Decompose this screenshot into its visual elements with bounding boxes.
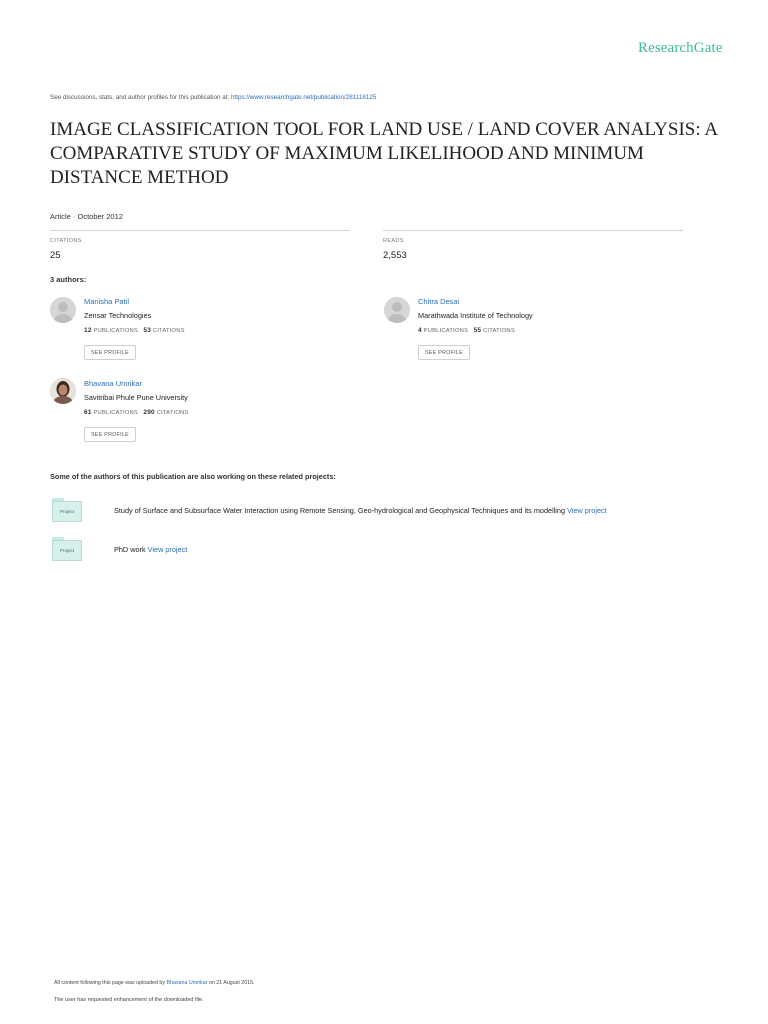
publication-title: IMAGE CLASSIFICATION TOOL FOR LAND USE / LAND COVER ANALYSIS: A COMPARATIVE STUDY OF MAXIMUM LIKELIHOOD AND MINIMUM DISTANCE METHOD: [50, 119, 718, 188]
publications-label: PUBLICATIONS: [423, 328, 469, 334]
avatar-placeholder-icon[interactable]: [50, 297, 76, 323]
project-item: [114, 506, 607, 515]
author-stats: [84, 409, 189, 416]
view-project-link[interactable]: View project: [147, 545, 188, 554]
publication-count: 61: [84, 409, 92, 416]
reads-divider: [383, 230, 683, 231]
project-folder-icon[interactable]: [52, 537, 82, 561]
citations-label: CITATIONS: [152, 328, 185, 334]
author-institution: Marathwada Institute of Technology: [418, 311, 533, 320]
citation-count: 290: [143, 409, 155, 416]
reads-label: READS: [383, 238, 404, 244]
author-stats: [418, 327, 515, 334]
publication-count: 12: [84, 327, 92, 334]
citation-count: 53: [143, 327, 152, 334]
citations-value: 25: [50, 250, 61, 261]
citations-divider: [50, 230, 350, 231]
project-title: Study of Surface and Subsurface Water Interaction using Remote Sensing, Geo-hydrological and Geophysical Techniques and its modelling: [114, 506, 568, 515]
see-profile-button[interactable]: SEE PROFILE: [84, 345, 136, 360]
reads-value: 2,553: [383, 250, 407, 261]
uploader-link[interactable]: Bhavana Umrikar: [166, 980, 208, 986]
upload-suffix: on 21 August 2015.: [207, 980, 255, 986]
publications-label: PUBLICATIONS: [93, 410, 138, 416]
citations-label: CITATIONS: [50, 238, 82, 244]
see-profile-button[interactable]: SEE PROFILE: [84, 427, 136, 442]
author-institution: Zensar Technologies: [84, 311, 152, 320]
publication-count: 4: [418, 327, 422, 334]
author-stats: [84, 327, 185, 334]
citation-count: 55: [473, 327, 482, 334]
related-projects-heading: Some of the authors of this publication are also working on these related projects:: [50, 472, 336, 481]
author-name[interactable]: Bhavana Umrikar: [84, 379, 142, 388]
author-photo-avatar[interactable]: [50, 378, 76, 404]
discussion-text: See discussions, stats, and author profiles for this publication at:: [50, 94, 231, 101]
project-title: PhD work: [114, 545, 148, 554]
researchgate-logo[interactable]: ResearchGate: [638, 40, 723, 56]
author-name[interactable]: Chitra Desai: [418, 297, 460, 306]
citations-label: CITATIONS: [156, 410, 189, 416]
project-folder-icon[interactable]: [52, 498, 82, 522]
citations-label: CITATIONS: [483, 328, 515, 334]
author-name[interactable]: Manisha Patil: [84, 297, 130, 306]
view-project-link[interactable]: View project: [567, 506, 607, 515]
project-icon-label: Project: [52, 501, 82, 522]
author-institution: Savitribai Phule Pune University: [84, 393, 188, 402]
project-icon-label: Project: [52, 540, 82, 561]
upload-prefix: All content following this page was uploaded by: [54, 980, 167, 986]
discussion-line: [50, 94, 376, 101]
avatar-placeholder-icon[interactable]: [384, 297, 410, 323]
project-item: [114, 545, 187, 554]
article-meta: Article · October 2012: [50, 212, 123, 221]
enhancement-note: The user has requested enhancement of the downloaded file.: [54, 997, 204, 1003]
publication-link[interactable]: https://www.researchgate.net/publication/281118125: [230, 94, 377, 101]
upload-note: [54, 980, 255, 986]
publications-label: PUBLICATIONS: [93, 328, 138, 334]
authors-heading: 3 authors:: [50, 275, 87, 284]
see-profile-button[interactable]: SEE PROFILE: [418, 345, 470, 360]
